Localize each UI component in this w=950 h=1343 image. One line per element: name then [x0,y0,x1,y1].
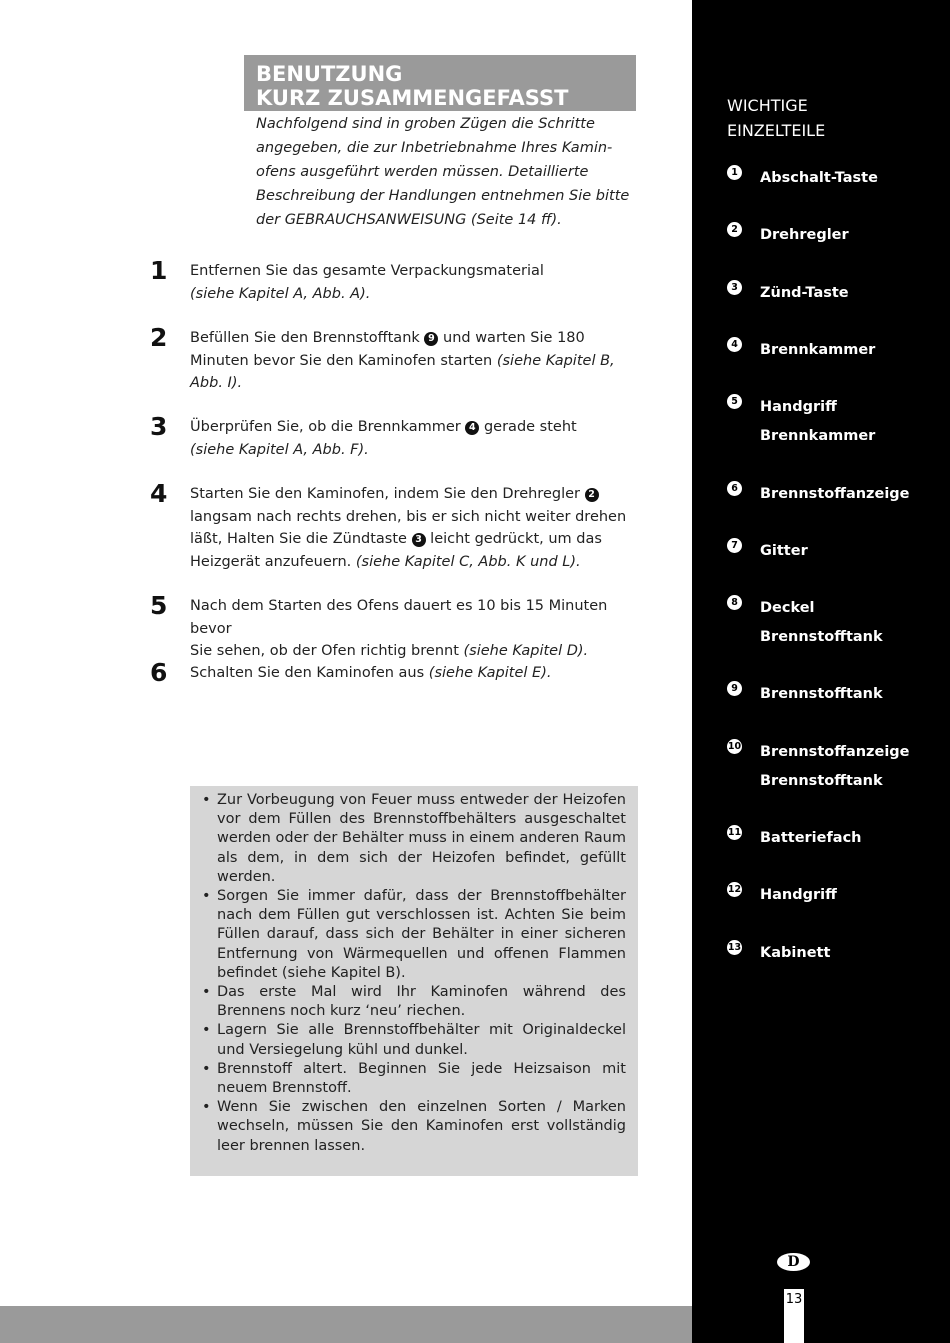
part-number-badge: 2 [585,488,599,502]
step-text [190,416,640,461]
part-label: Handgriff [760,887,837,903]
part-label-line: Brennkammer [760,428,876,444]
step-line: Überprüfen Sie, ob die Brennkammer [190,419,461,435]
title-line-1: BENUTZUNG [256,62,403,86]
intro-line: der GEBRAUCHSANWEISUNG (Seite 14 ff). [256,212,562,228]
step-line: gerade steht [479,419,577,435]
part-number-badge: 10 [727,741,742,752]
step-text [190,662,640,685]
step-reference: (siehe Kapitel D). [463,643,589,659]
step-number: 5 [150,591,168,620]
part-label: Brennkammer [760,342,876,358]
step-reference: (siehe Kapitel B, [496,352,615,369]
part-number-badge: 7 [727,538,742,553]
safety-note: • Lagern Sie alle Brennstoffbehälter mit Originaldeckel und Versiegelung kühl und dunkel. [202,1021,626,1059]
part-label-line: Handgriff [760,399,837,415]
part-label: Abschalt-Taste [760,170,878,186]
part-number-badge: 3 [412,533,426,547]
step-line: Sie sehen, ob der Ofen richtig brennt [190,643,464,659]
step-line: Befüllen Sie den Brennstofftank [190,330,420,346]
part-label: Drehregler [760,227,849,243]
part-number-badge: 9 [424,332,438,346]
step-reference: Abb. I). [190,375,243,391]
step-line: läßt, Halten Sie die Zündtaste [190,531,407,547]
part-label [760,738,910,796]
step-number: 6 [150,658,168,687]
part-label-line: Brennstofftank [760,773,883,789]
step-line: Heizgerät anzufeuern. [190,553,356,570]
intro-paragraph [256,112,631,232]
part-number-badge: 6 [727,481,742,496]
sidebar-title [727,93,825,143]
sidebar-title-line: WICHTIGE [727,96,808,115]
part-number-badge: 2 [727,222,742,237]
safety-note: • Das erste Mal wird Ihr Kaminofen während des Brennens noch kurz ‘neu’ riechen. [202,983,626,1021]
safety-note: • Wenn Sie zwischen den einzelnen Sorten / Marken wechseln, müssen Sie den Kaminofen erst vollständig leer brennen lassen. [202,1098,626,1156]
part-label-line: Brennstoffanzeige [760,744,910,760]
step-text [190,327,640,395]
step-text [190,483,640,573]
intro-line: ofens ausgeführt werden müssen. Detaillierte [256,164,589,180]
part-number-badge: 11 [727,827,742,838]
part-number-badge: 9 [727,681,742,696]
part-number-badge: 12 [727,884,742,895]
page-title [244,55,636,111]
intro-line: Beschreibung der Handlungen entnehmen Sie bitte [256,188,630,204]
step-number: 4 [150,479,168,508]
step-text [190,595,640,663]
step-line: leicht gedrückt, um das [425,531,602,547]
intro-line: angegeben, die zur Inbetriebnahme Ihres Kamin- [256,140,613,156]
step-reference: (siehe Kapitel C, Abb. K und L). [355,553,581,570]
step-reference: (siehe Kapitel E). [428,665,552,681]
step-number: 3 [150,412,168,441]
part-label [760,393,875,451]
part-number-badge: 1 [727,165,742,180]
step-line: Minuten bevor Sie den Kaminofen starten [190,352,497,369]
step-line: Entfernen Sie das gesamte Verpackungsmaterial [190,263,544,279]
intro-line: Nachfolgend sind in groben Zügen die Schritte [256,116,595,132]
step-number: 1 [150,256,168,285]
part-number-badge: 8 [727,595,742,610]
part-label: Kabinett [760,945,831,961]
part-label: Zünd-Taste [760,285,849,301]
part-label [760,594,883,652]
step-text [190,260,640,305]
part-label: Gitter [760,543,808,559]
step-line: Schalten Sie den Kaminofen aus [190,665,429,681]
part-number-badge: 5 [727,394,742,409]
safety-note: • Zur Vorbeugung von Feuer muss entweder der Heizofen vor dem Füllen des Brennstoffbehälters ausgeschaltet werden oder der Behälter muss in einem anderen Raum als dem, in dem sich der Heizofen befindet, gefüllt werden. [202,791,626,887]
language-badge: D [777,1253,810,1271]
step-line: Nach dem Starten des Ofens dauert es 10 bis 15 Minuten bevor [190,598,608,637]
step-reference: (siehe Kapitel A, Abb. A). [190,285,371,302]
part-label: Batteriefach [760,830,862,846]
part-label-line: Brennstofftank [760,629,883,645]
footer-bar [0,1306,692,1343]
step-reference: (siehe Kapitel A, Abb. F). [190,441,369,458]
step-line: Starten Sie den Kaminofen, indem Sie den Drehregler [190,486,580,502]
part-label: Brennstoffanzeige [760,486,910,502]
part-number-badge: 3 [727,280,742,295]
part-number-badge: 4 [465,421,479,435]
sidebar-title-line: EINZELTEILE [727,121,826,140]
step-number: 2 [150,323,168,352]
part-label: Brennstofftank [760,686,883,702]
safety-note: • Sorgen Sie immer dafür, dass der Brennstoffbehälter nach dem Füllen gut verschlossen ist. Achten Sie beim Füllen darauf, dass sich der Behälter in einer sicheren Entfernung von Wärmequellen und offenen Flammen befindet (siehe Kapitel B). [202,887,626,983]
part-label-line: Deckel [760,600,815,616]
step-line: langsam nach rechts drehen, bis er sich nicht weiter drehen [190,508,627,525]
safety-notes-box [190,786,638,1176]
page-number: 13 [785,1292,803,1307]
step-line: und warten Sie 180 [438,330,585,346]
title-line-2: KURZ ZUSAMMENGEFASST [256,86,569,110]
part-number-badge: 4 [727,337,742,352]
parts-sidebar [692,0,950,1343]
safety-notes-list [202,791,626,1156]
safety-note: • Brennstoff altert. Beginnen Sie jede Heizsaison mit neuem Brennstoff. [202,1060,626,1098]
part-number-badge: 13 [727,942,742,953]
